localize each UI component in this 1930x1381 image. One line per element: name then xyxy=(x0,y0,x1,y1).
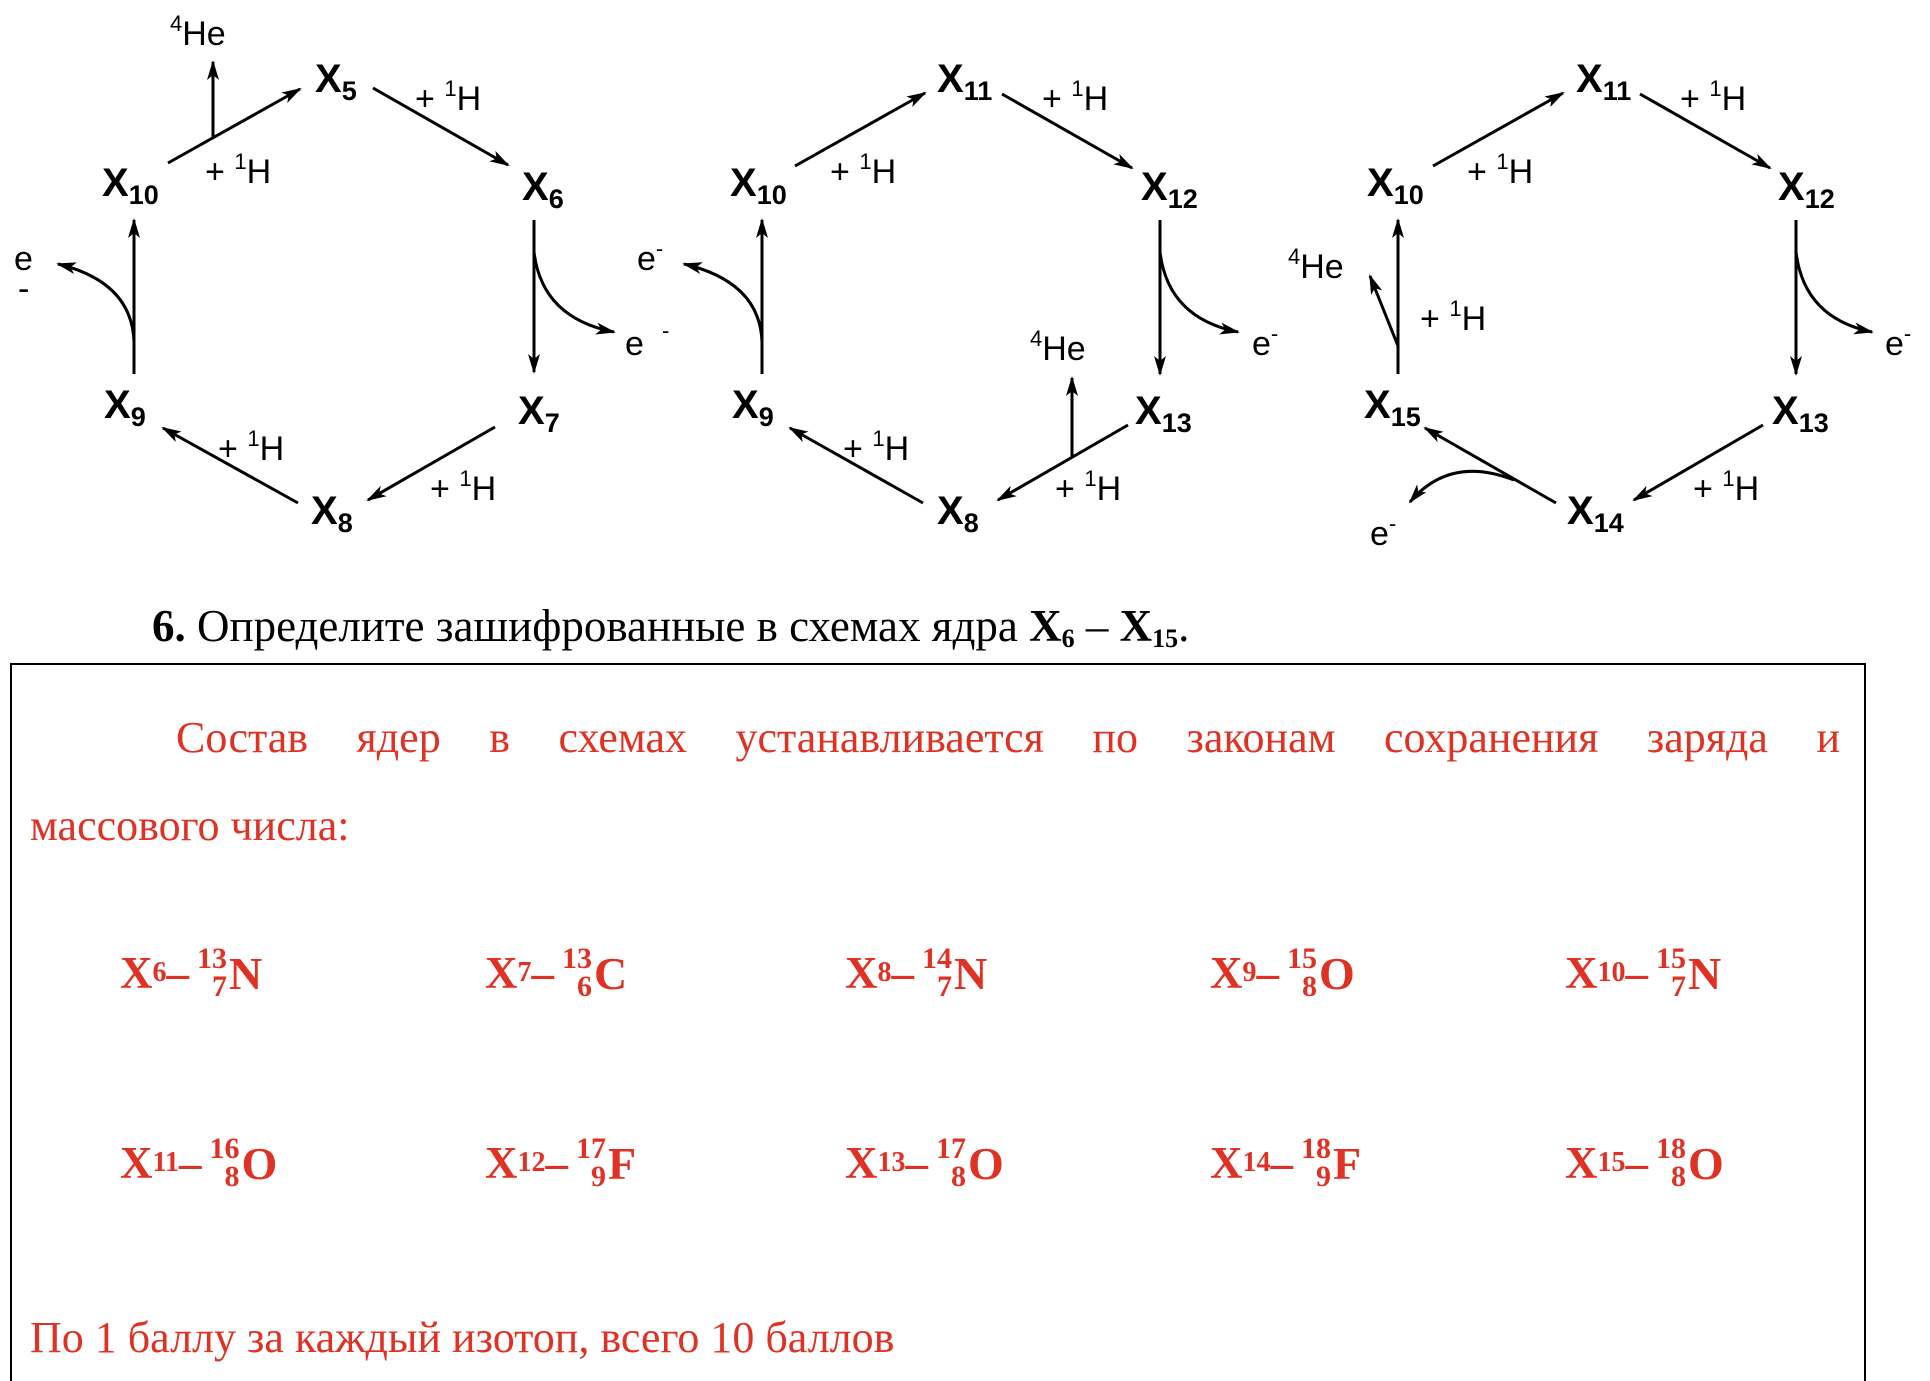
answer-paragraph-2: массового числа: xyxy=(30,801,350,850)
element-symbol: F xyxy=(1333,1137,1362,1189)
mass-number: 18 xyxy=(1656,1132,1686,1165)
nuclide xyxy=(562,942,628,1003)
nuclide xyxy=(209,1132,278,1193)
isotope-dash: – xyxy=(905,1138,928,1188)
isotope-answer-x6 xyxy=(120,942,263,1003)
element-symbol: N xyxy=(1688,947,1722,999)
scheme1-node-x9: $X_9$ xyxy=(104,383,146,432)
scheme2-arrow-e-out-2 xyxy=(684,264,762,342)
scheme2-label-h-4: + $^1$H xyxy=(1055,466,1122,508)
scheme2-label-h-2: + $^1$H xyxy=(830,149,897,191)
scheme3-node-x10: $X_{10}$ xyxy=(1367,161,1424,210)
scheme3-node-x15: $X_{15}$ xyxy=(1364,383,1421,432)
scheme1-node-x10: $X_{10}$ xyxy=(102,161,159,210)
task-dash: – xyxy=(1074,601,1120,651)
scheme2-label-he: $^4$He xyxy=(1030,326,1086,368)
element-symbol: O xyxy=(1688,1137,1724,1189)
atomic-number: 8 xyxy=(224,1160,240,1193)
scheme1-label-h-2: + $^1$H xyxy=(205,149,272,191)
scheme3-arrow-he-out xyxy=(1370,276,1398,346)
isotope-answer-x9 xyxy=(1210,942,1355,1003)
mass-number: 14 xyxy=(922,942,952,975)
scheme2-node-x12: $X_{12}$ xyxy=(1141,165,1198,214)
scheme2-node-x8: $X_8$ xyxy=(937,489,979,538)
scheme2-label-h-3: + $^1$H xyxy=(843,426,910,468)
isotope-label: X xyxy=(845,948,878,998)
task-statement xyxy=(152,600,1189,654)
scheme2-arrow-e-out-1 xyxy=(1160,252,1238,332)
scheme1-label-h-3: + $^1$H xyxy=(218,426,285,468)
isotope-dash: – xyxy=(531,948,554,998)
isotope-answer-x14 xyxy=(1210,1132,1362,1193)
element-symbol: N xyxy=(954,947,988,999)
isotope-index: 7 xyxy=(517,957,532,988)
answer-paragraph-1: Состав ядер в схемах устанавливается по законам сохранения заряда и xyxy=(176,713,1840,762)
scheme2-label-h-1: + $^1$H xyxy=(1042,76,1109,118)
element-symbol: C xyxy=(594,947,628,999)
scheme2-node-x13: $X_{13}$ xyxy=(1135,389,1192,438)
scheme2-node-x11: $X_{11}$ xyxy=(937,57,993,106)
nuclide xyxy=(922,942,988,1003)
isotope-index: 6 xyxy=(152,957,167,988)
task-range-end: $X_{15}$ xyxy=(1119,601,1179,653)
scheme3-arrow-e-out-1 xyxy=(1796,252,1872,332)
atomic-number: 7 xyxy=(1671,970,1686,1003)
atomic-number: 6 xyxy=(577,970,592,1003)
nuclide xyxy=(1656,942,1722,1003)
scheme3-label-e-1: e- xyxy=(1885,321,1912,363)
atomic-number: 7 xyxy=(937,970,952,1003)
isotope-index: 15 xyxy=(1597,1147,1626,1178)
mass-number: 17 xyxy=(936,1132,966,1165)
isotope-index: 8 xyxy=(877,957,892,988)
scheme2-node-x10: $X_{10}$ xyxy=(730,161,787,210)
scheme1-label-e-b: e xyxy=(625,325,644,363)
scheme3-node-x11: $X_{11}$ xyxy=(1576,57,1632,106)
scheme1-node-x5: $X_5$ xyxy=(315,57,357,106)
atomic-number: 8 xyxy=(1671,1160,1686,1193)
atomic-number: 8 xyxy=(951,1160,966,1193)
scheme1-label-e-sup: - xyxy=(662,318,670,343)
scheme1-label-h-1: + $^1$H xyxy=(415,76,482,118)
answer-box xyxy=(10,663,1866,1381)
isotope-dash: – xyxy=(1270,1138,1293,1188)
isotope-label: X xyxy=(1565,1138,1598,1188)
nuclide xyxy=(936,1132,1004,1193)
isotope-dash: – xyxy=(891,948,914,998)
scheme1-label-e-a: e xyxy=(14,240,33,278)
isotope-answer-x11 xyxy=(120,1132,278,1193)
scheme3-node-x14: $X_{14}$ xyxy=(1567,489,1624,538)
isotope-label: X xyxy=(1210,948,1243,998)
scheme1-label-h-4: + $^1$H xyxy=(430,466,497,508)
atomic-number: 9 xyxy=(1316,1160,1331,1193)
task-end: . xyxy=(1178,601,1190,651)
mass-number: 18 xyxy=(1301,1132,1331,1165)
task-text: Определите зашифрованные в схемах ядра xyxy=(185,601,1030,651)
element-symbol: O xyxy=(1319,947,1355,999)
isotope-label: X xyxy=(120,1138,153,1188)
scheme1-arrow-e-out-2 xyxy=(58,264,134,342)
mass-number: 15 xyxy=(1287,942,1317,975)
scheme3-arrow-e-out-2 xyxy=(1410,471,1514,502)
isotope-dash: – xyxy=(1256,948,1279,998)
scheme1-node-x7: $X_7$ xyxy=(518,389,560,438)
scoring-note: По 1 баллу за каждый изотоп, всего 10 баллов xyxy=(30,1313,895,1362)
scheme3-label-h-1: + $^1$H xyxy=(1680,76,1747,118)
mass-number: 13 xyxy=(197,942,227,975)
isotope-index: 9 xyxy=(1242,957,1257,988)
mass-number: 13 xyxy=(562,942,592,975)
scheme3-label-h-3: + $^1$H xyxy=(1420,296,1487,338)
isotope-dash: – xyxy=(1625,948,1648,998)
isotope-label: X xyxy=(1565,948,1598,998)
reaction-schemes-diagram xyxy=(0,0,1930,590)
scheme3-label-h-4: + $^1$H xyxy=(1693,466,1760,508)
isotope-label: X xyxy=(120,948,153,998)
element-symbol: O xyxy=(968,1137,1004,1189)
nuclide xyxy=(576,1132,637,1193)
element-symbol: O xyxy=(241,1137,278,1189)
isotope-label: X xyxy=(845,1138,878,1188)
element-symbol: N xyxy=(229,947,263,999)
isotope-answer-x10 xyxy=(1565,942,1722,1003)
scheme1-arrow-e-out-1 xyxy=(534,252,614,332)
isotope-answer-x13 xyxy=(845,1132,1004,1193)
scheme1-node-x8: $X_8$ xyxy=(311,489,353,538)
isotope-answer-x8 xyxy=(845,942,988,1003)
isotope-index: 13 xyxy=(877,1147,906,1178)
nuclide xyxy=(1287,942,1355,1003)
scheme3-node-x12: $X_{12}$ xyxy=(1778,165,1835,214)
scheme3-label-e-2: e- xyxy=(1370,511,1397,553)
isotope-answer-x7 xyxy=(485,942,628,1003)
mass-number: 17 xyxy=(576,1132,606,1165)
isotope-dash: – xyxy=(166,948,189,998)
mass-number: 16 xyxy=(209,1132,240,1165)
isotope-answer-x15 xyxy=(1565,1132,1724,1193)
isotope-index: 10 xyxy=(1597,957,1626,988)
isotope-dash: – xyxy=(1625,1138,1648,1188)
scheme-2 xyxy=(637,57,1278,538)
isotope-label: X xyxy=(485,1138,518,1188)
isotope-dash: – xyxy=(178,1138,202,1188)
scheme3-node-x13: $X_{13}$ xyxy=(1772,389,1829,438)
scheme2-node-x9: $X_9$ xyxy=(732,383,774,432)
element-symbol: F xyxy=(608,1137,637,1189)
nuclide xyxy=(1656,1132,1724,1193)
nuclide xyxy=(1301,1132,1362,1193)
isotope-answer-x12 xyxy=(485,1132,637,1193)
isotope-index: 11 xyxy=(152,1147,179,1178)
scheme3-label-h-2: + $^1$H xyxy=(1467,149,1534,191)
scheme3-arrow-x14-x15 xyxy=(1425,428,1556,503)
isotope-label: X xyxy=(1210,1138,1243,1188)
isotope-index: 14 xyxy=(1242,1147,1271,1178)
scheme1-label-minus: - xyxy=(18,270,30,308)
nuclide xyxy=(197,942,263,1003)
task-range-start: $X_6$ xyxy=(1029,601,1075,653)
scheme-3 xyxy=(1288,57,1911,553)
scheme1-label-he: $^4$He xyxy=(170,11,226,53)
scheme-1 xyxy=(14,11,669,538)
task-number: 6. xyxy=(152,601,186,651)
isotope-index: 12 xyxy=(517,1147,546,1178)
atomic-number: 9 xyxy=(591,1160,606,1193)
isotope-dash: – xyxy=(545,1138,568,1188)
isotope-label: X xyxy=(485,948,518,998)
scheme2-label-e-2: e- xyxy=(1252,321,1279,363)
scheme1-node-x6: $X_6$ xyxy=(522,165,564,214)
mass-number: 15 xyxy=(1656,942,1686,975)
atomic-number: 7 xyxy=(212,970,227,1003)
scheme3-label-he: $^4$He xyxy=(1288,244,1344,286)
scheme2-label-e-1: e- xyxy=(637,236,664,278)
atomic-number: 8 xyxy=(1302,970,1317,1003)
